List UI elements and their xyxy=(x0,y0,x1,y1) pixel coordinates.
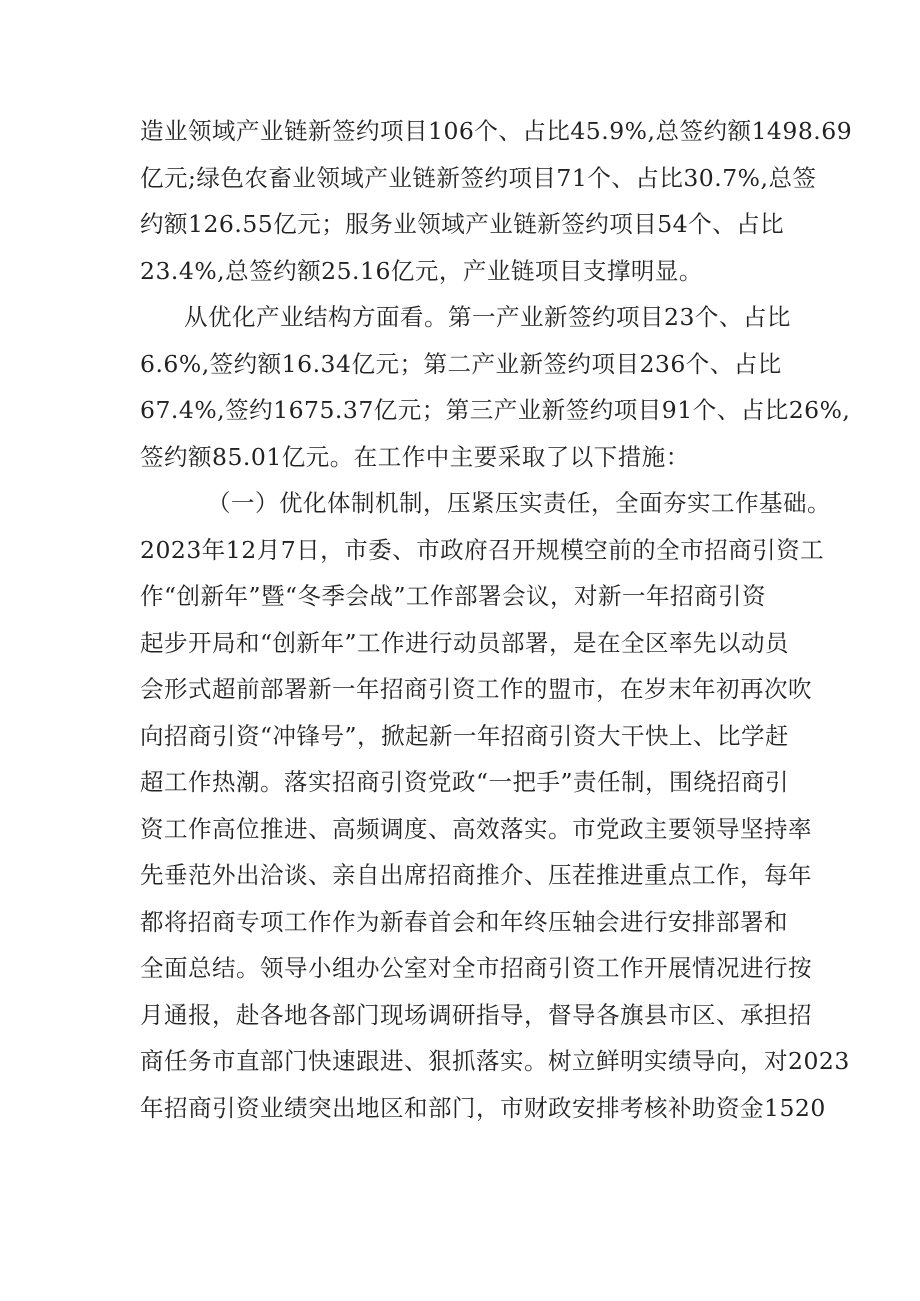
text-line: 商任务市直部门快速跟进、狠抓落实。树立鲜明实绩导向，对2023 xyxy=(140,1047,850,1075)
section-heading: （一）优化体制机制，压紧压实责任，全面夯实工作基础。 xyxy=(207,489,831,517)
text-line: 向招商引资“冲锋号”，掀起新一年招商引资大干快上、比学赶 xyxy=(140,721,790,750)
text-line: 造业领域产业链新签约项目106个、占比45.9%,总签约额1498.69 xyxy=(140,117,853,145)
text-line: 超工作热潮。落实招商引资党政“一把手”责任制，围绕招商引 xyxy=(140,768,790,796)
paragraph-start-line: 从优化产业结构方面看。第一产业新签约项目23个、占比 xyxy=(184,303,791,331)
text-line: 2023年12月7日，市委、市政府召开规模空前的全市招商引资工 xyxy=(140,535,825,564)
text-line: 都将招商专项工作作为新春首会和年终压轴会进行安排部署和 xyxy=(140,907,788,936)
text-line: 23.4%,总签约额25.16亿元，产业链项目支撑明显。 xyxy=(140,256,703,285)
text-line: 会形式超前部署新一年招商引资工作的盟市，在岁末年初再次吹 xyxy=(140,675,812,703)
text-line: 全面总结。领导小组办公室对全市招商引资工作开展情况进行按 xyxy=(140,954,812,982)
text-line: 作“创新年”暨“冬季会战”工作部署会议，对新一年招商引资 xyxy=(140,582,767,610)
text-line: 起步开局和“创新年”工作进行动员部署，是在全区率先以动员 xyxy=(140,628,790,657)
body-text xyxy=(140,108,853,1131)
text-line: 67.4%,签约1675.37亿元；第三产业新签约项目91个、占比26%, xyxy=(140,396,851,424)
text-line: 年招商引资业绩突出地区和部门，市财政安排考核补助资金1520 xyxy=(140,1093,826,1122)
text-line: 亿元;绿色农畜业领域产业链新签约项目71个、占比30.7%,总签 xyxy=(140,163,817,192)
text-line: 6.6%,签约额16.34亿元；第二产业新签约项目236个、占比 xyxy=(140,349,782,378)
text-line: 先垂范外出洽谈、亲自出席招商推介、压茬推进重点工作，每年 xyxy=(140,861,812,889)
text-line: 月通报，赴各地各部门现场调研指导，督导各旗县市区、承担招 xyxy=(140,1000,812,1029)
text-line: 约额126.55亿元；服务业领域产业链新签约项目54个、占比 xyxy=(140,210,785,238)
text-line: 资工作高位推进、高频调度、高效落实。市党政主要领导坚持率 xyxy=(140,814,812,843)
text-line: 签约额85.01亿元。在工作中主要采取了以下措施： xyxy=(140,442,690,471)
